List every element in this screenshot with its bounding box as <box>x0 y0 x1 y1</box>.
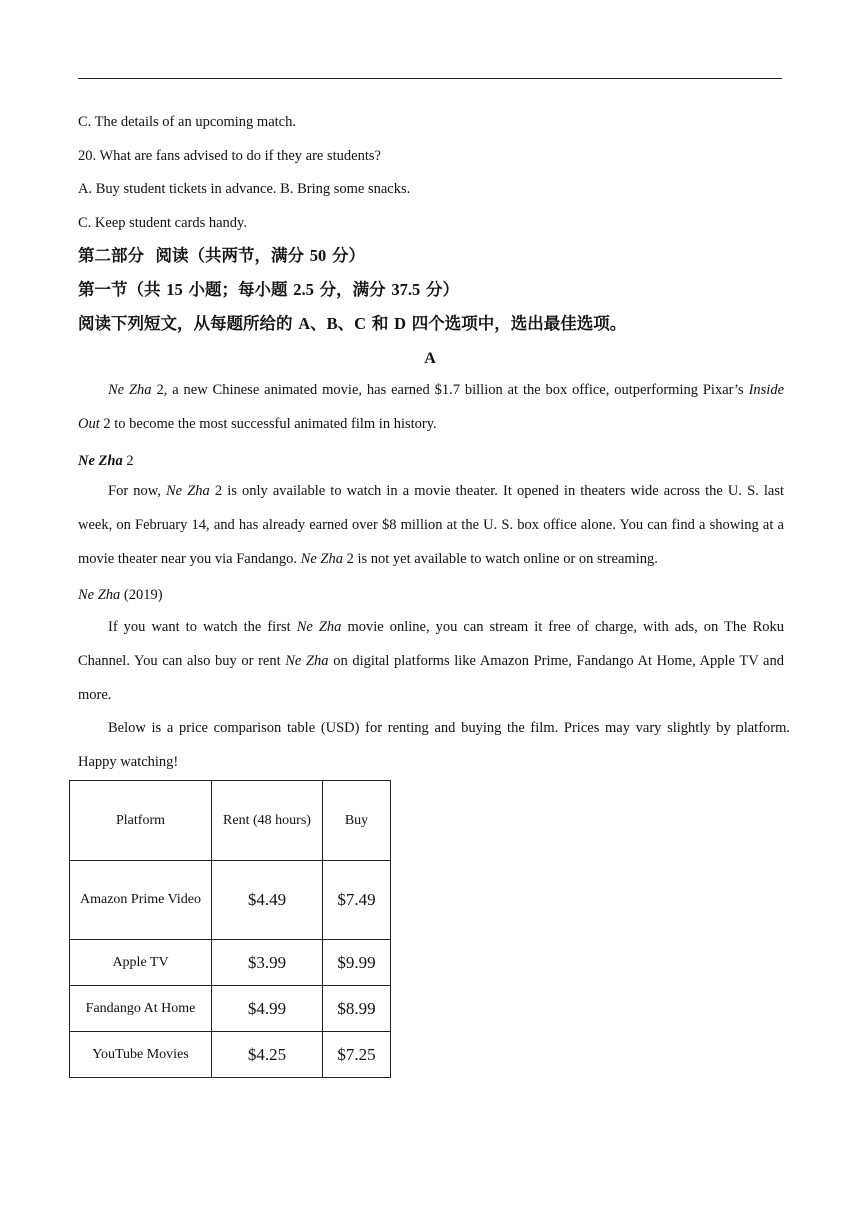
p2-text-a: For now, <box>108 483 166 499</box>
part2-heading-end: 分） <box>332 246 365 265</box>
passage-paragraph-4: Below is a price comparison table (USD) for renting and buying the film. Prices may vary slightly by platform. Happy watching! <box>78 720 790 770</box>
platform-cell: Fandango At Home <box>70 986 212 1032</box>
instruction <box>78 314 626 334</box>
table-header-rent: Rent (48 hours) <box>212 781 323 861</box>
platform-cell: Amazon Prime Video <box>70 861 212 940</box>
p3-text-a: If you want to watch the first <box>108 619 297 635</box>
section1-heading <box>78 280 459 300</box>
p2-title: Ne Zha <box>166 483 210 499</box>
section1-c: 分，满分 <box>319 280 386 299</box>
q19-option-c: C. The details of an upcoming match. <box>78 114 296 130</box>
part2-heading-b: 阅读（共两节，满分 <box>155 246 304 265</box>
p2-text-b: 2 is only available to watch in a movie theater. It opened in theaters wide across the U. S. last week, on February 14, and has already earned over $8 million at the U. S. box office alone. You can find a showing at a movie theater near you via Fandango. <box>78 483 785 567</box>
subheading-nezha2 <box>78 452 134 470</box>
p3-title-2: Ne Zha <box>285 652 329 669</box>
part2-heading-score: 50 <box>309 246 327 265</box>
q20-options-ab: A. Buy student tickets in advance. B. Bring some snacks. <box>78 181 411 197</box>
instruction-and: 和 <box>371 314 389 333</box>
buy-price-cell: $7.25 <box>323 1032 391 1078</box>
section1-a: 第一节（共 <box>78 280 161 299</box>
platform-cell: Apple TV <box>70 940 212 986</box>
table-row <box>70 986 391 1032</box>
passage-paragraph-2 <box>78 475 784 576</box>
part2-heading <box>78 246 365 266</box>
subheading-nezha2019 <box>78 586 163 604</box>
buy-price-cell: $7.49 <box>323 861 391 940</box>
price-comparison-table <box>69 780 391 1078</box>
q20-option-c: C. Keep student cards handy. <box>78 215 247 231</box>
section1-count: 15 <box>166 280 183 299</box>
passage-letter: A <box>424 350 436 367</box>
subheading-nezha2-title: Ne Zha <box>78 453 123 469</box>
intro-text-2: 2 to become the most successful animated film in history. <box>99 415 437 432</box>
header-rule <box>78 78 782 79</box>
passage-intro-paragraph <box>78 374 784 442</box>
table-header-buy: Buy <box>323 781 391 861</box>
rent-price-cell: $4.99 <box>212 986 323 1032</box>
passage-paragraph-3 <box>78 611 784 712</box>
table-header-platform: Platform <box>70 781 212 861</box>
subheading-nezha2019-rest: (2019) <box>120 587 163 603</box>
instruction-abcd: A、B、C <box>298 314 367 333</box>
intro-title-insideout: Inside Out <box>78 382 785 432</box>
rent-price-cell: $4.25 <box>212 1032 323 1078</box>
instruction-b: 四个选项中，选出最佳选项。 <box>411 314 627 333</box>
section1-total: 37.5 <box>391 280 421 299</box>
table-row <box>70 1032 391 1078</box>
intro-title-nezha: Ne Zha <box>108 382 152 398</box>
table-row <box>70 940 391 986</box>
p3-title: Ne Zha <box>296 619 342 635</box>
p2-title-2: Ne Zha <box>300 550 343 567</box>
rent-price-cell: $4.49 <box>212 861 323 940</box>
q20-stem: 20. What are fans advised to do if they are students? <box>78 148 381 164</box>
table-row <box>70 861 391 940</box>
table-header-row <box>70 781 391 861</box>
rent-price-cell: $3.99 <box>212 940 323 986</box>
instruction-a: 阅读下列短文，从每题所给的 <box>78 314 293 333</box>
intro-text-1: 2, a new Chinese animated movie, has earned $1.7 billion at the box office, outperforming Pixar’s <box>151 382 749 398</box>
p3-text-c: on digital platforms like Amazon Prime, Fandango At Home, Apple TV and more. <box>78 652 784 703</box>
platform-cell: YouTube Movies <box>70 1032 212 1078</box>
section1-each: 2.5 <box>293 280 314 299</box>
section1-b: 小题；每小题 <box>188 280 288 299</box>
part2-heading-a: 第二部分 <box>78 246 144 265</box>
subheading-nezha2019-title: Ne Zha <box>78 587 121 603</box>
instruction-d: D <box>394 314 407 333</box>
buy-price-cell: $9.99 <box>323 940 391 986</box>
p3-text-b: movie online, you can stream it free of charge, with ads, on The Roku Channel. You can also buy or rent <box>78 619 784 669</box>
p2-text-c: 2 is not yet available to watch online or on streaming. <box>342 550 658 567</box>
buy-price-cell: $8.99 <box>323 986 391 1032</box>
section1-d: 分） <box>426 280 459 299</box>
subheading-nezha2-rest: 2 <box>122 453 134 469</box>
